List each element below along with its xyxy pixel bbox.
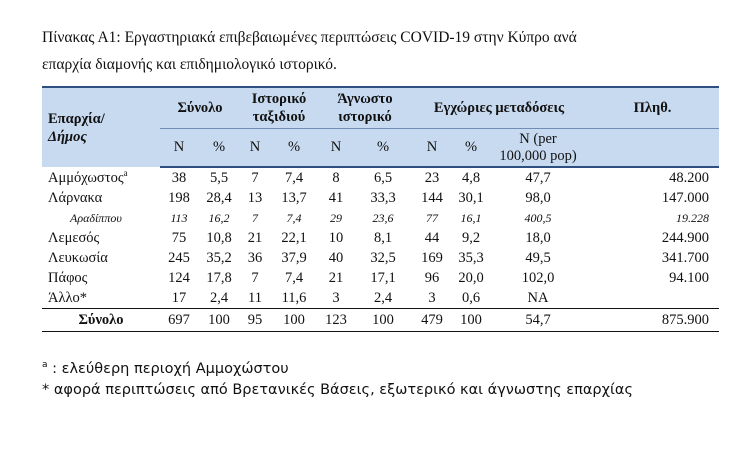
header-total-n: Ν xyxy=(160,129,198,168)
caption-line-2: επαρχία διαμονής και επιδημιολογικό ιστορικό. xyxy=(42,56,337,73)
cell-local-pct: 0,6 xyxy=(461,290,481,306)
header-local-n: Ν xyxy=(412,129,452,168)
cell-travel-n: 7 xyxy=(251,270,259,286)
row-region-cell xyxy=(42,167,160,188)
cell-population xyxy=(586,288,719,309)
cell-population: 147.000 xyxy=(661,190,709,206)
table-row xyxy=(42,167,719,188)
cell-total-n: 697 xyxy=(160,309,198,332)
footnotes xyxy=(42,355,702,401)
cell-local-per-100k: 18,0 xyxy=(525,230,551,246)
caption-line-1: Πίνακας Α1: Εργαστηριακά επιβεβαιωμένες περιπτώσεις COVID-19 στην Κύπρο ανά xyxy=(42,29,577,46)
row-region-name: Λάρνακα xyxy=(48,190,103,206)
cell-population: 94.100 xyxy=(669,270,709,286)
cell-travel-pct: 13,7 xyxy=(281,190,307,206)
cell-unknown-pct: 100 xyxy=(354,309,412,332)
row-region-cell xyxy=(42,228,160,248)
cell-total-pct: 35,2 xyxy=(206,250,232,266)
table-row xyxy=(42,228,719,248)
cell-local-pct: 35,3 xyxy=(458,250,484,266)
cell-unknown-pct: 23,6 xyxy=(372,211,394,225)
footnote-2: * αφορά περιπτώσεις από Βρετανικές Βάσεις, εξωτερικό και άγνωστης επαρχίας xyxy=(42,381,633,398)
cell-travel-pct: 7,4 xyxy=(284,170,304,186)
row-region-name: Λευκωσία xyxy=(48,250,108,266)
header-travel-line-2: ταξιδιού xyxy=(252,109,306,125)
row-region-cell xyxy=(42,268,160,288)
header-per-line-2: 100,000 pop) xyxy=(499,147,577,164)
cell-unknown-n: 123 xyxy=(318,309,354,332)
cell-local-n: 144 xyxy=(421,190,443,206)
cell-travel-n: 21 xyxy=(247,230,263,246)
cell-unknown-pct: 8,1 xyxy=(373,230,393,246)
header-region-line-1: Επαρχία/ xyxy=(48,110,105,127)
cell-local-n: 169 xyxy=(421,250,443,266)
row-region-name: Αραδίππου xyxy=(70,211,122,225)
header-unknown-line-1: Άγνωστο xyxy=(337,91,393,107)
cell-local-n: 77 xyxy=(426,211,438,225)
cell-local-n: 96 xyxy=(424,270,440,286)
cell-local-n: 23 xyxy=(424,170,440,186)
cell-travel-pct: 37,9 xyxy=(281,250,307,266)
cell-local-per-100k: 47,7 xyxy=(525,170,551,186)
cell-local-per-100k: 98,0 xyxy=(525,190,551,206)
row-footnote-mark: a xyxy=(123,167,128,178)
cell-total-n: 124 xyxy=(168,270,190,286)
row-region-cell xyxy=(42,288,160,309)
header-travel-n: Ν xyxy=(240,129,270,168)
footnote-1 xyxy=(42,355,702,380)
table-body xyxy=(42,167,719,332)
cell-local-n: 479 xyxy=(412,309,452,332)
header-region xyxy=(42,87,160,167)
cell-travel-n: 7 xyxy=(251,170,259,186)
cell-local-n: 3 xyxy=(428,290,436,306)
header-unknown-line-2: ιστορικό xyxy=(338,109,392,125)
cell-unknown-pct: 6,5 xyxy=(373,170,393,186)
table-row xyxy=(42,188,719,208)
cell-total-pct: 5,5 xyxy=(209,170,229,186)
header-travel-history xyxy=(240,87,318,129)
cell-local-per-100k: 54,7 xyxy=(490,309,586,332)
header-local-transmission: Εγχώριες μεταδόσεις xyxy=(412,87,586,129)
cell-total-n: 38 xyxy=(171,170,187,186)
cell-unknown-n: 29 xyxy=(330,211,342,225)
cell-local-pct: 4,8 xyxy=(461,170,481,186)
cell-total-pct: 2,4 xyxy=(209,290,229,306)
header-unknown-n: Ν xyxy=(318,129,354,168)
table-row xyxy=(42,268,719,288)
row-region-cell xyxy=(42,309,160,332)
cell-local-pct: 30,1 xyxy=(458,190,484,206)
header-local-pct: % xyxy=(452,129,490,168)
header-population: Πληθ. xyxy=(586,87,719,129)
cell-total-n: 75 xyxy=(171,230,187,246)
cell-travel-n: 13 xyxy=(247,190,263,206)
header-local-per-100k xyxy=(490,129,586,168)
cell-total-pct: 100 xyxy=(198,309,240,332)
cell-local-pct: 9,2 xyxy=(461,230,481,246)
cell-travel-n: 95 xyxy=(240,309,270,332)
header-unknown-pct: % xyxy=(354,129,412,168)
cell-total-pct: 10,8 xyxy=(206,230,232,246)
cell-population: 19.228 xyxy=(676,211,709,225)
cell-unknown-pct: 2,4 xyxy=(373,290,393,306)
cell-local-pct: 20,0 xyxy=(458,270,484,286)
cell-unknown-pct: 33,3 xyxy=(370,190,396,206)
cell-local-per-100k: NA xyxy=(527,290,549,306)
cell-local-pct: 100 xyxy=(452,309,490,332)
table-caption xyxy=(42,24,702,78)
cell-unknown-n: 8 xyxy=(332,170,340,186)
cell-travel-pct: 22,1 xyxy=(281,230,307,246)
cell-population: 48.200 xyxy=(669,170,709,186)
cell-total-n: 113 xyxy=(170,211,188,225)
header-total-pct: % xyxy=(198,129,240,168)
cell-local-n: 44 xyxy=(424,230,440,246)
cell-unknown-n: 41 xyxy=(328,190,344,206)
cell-population: 875.900 xyxy=(586,309,719,332)
cell-travel-pct: 7,4 xyxy=(284,270,304,286)
cell-unknown-pct: 17,1 xyxy=(370,270,396,286)
cell-travel-n: 36 xyxy=(247,250,263,266)
cell-total-n: 245 xyxy=(168,250,190,266)
row-region-name: Αμμόχωστος xyxy=(48,169,124,186)
row-region-name: Άλλο* xyxy=(48,290,88,306)
header-population-blank xyxy=(586,129,719,168)
header-total: Σύνολο xyxy=(160,87,240,129)
cell-total-pct: 17,8 xyxy=(206,270,232,286)
row-region-name: Πάφος xyxy=(48,270,88,286)
footnote-1-mark: a xyxy=(42,360,48,370)
table-row xyxy=(42,288,719,309)
row-region-name: Σύνολο xyxy=(78,312,124,328)
cell-local-per-100k: 49,5 xyxy=(525,250,551,266)
cell-total-n: 17 xyxy=(171,290,187,306)
cell-travel-pct: 100 xyxy=(270,309,318,332)
cell-unknown-n: 3 xyxy=(332,290,340,306)
cell-population: 244.900 xyxy=(661,230,709,246)
cell-travel-n: 11 xyxy=(248,290,262,306)
cell-population: 341.700 xyxy=(661,250,709,266)
footnote-1-text: : ελεύθερη περιοχή Αμμοχώστου xyxy=(47,360,289,377)
cell-unknown-n: 10 xyxy=(328,230,344,246)
cell-travel-pct: 11,6 xyxy=(281,290,307,306)
cell-unknown-n: 40 xyxy=(328,250,344,266)
cell-total-pct: 16,2 xyxy=(208,211,230,225)
table-row xyxy=(42,309,719,332)
cell-unknown-n: 21 xyxy=(328,270,344,286)
row-region-cell xyxy=(42,248,160,268)
header-travel-pct: % xyxy=(270,129,318,168)
table-row xyxy=(42,248,719,268)
header-region-line-2: Δήμος xyxy=(48,128,87,145)
row-region-name: Λεμεσός xyxy=(48,230,100,246)
cell-total-n: 198 xyxy=(168,190,190,206)
table-row xyxy=(42,208,719,228)
covid-cases-table xyxy=(42,86,719,332)
header-unknown-history xyxy=(318,87,412,129)
cell-local-per-100k: 400,5 xyxy=(524,211,552,225)
cell-unknown-pct: 32,5 xyxy=(370,250,396,266)
header-travel-line-1: Ιστορικό xyxy=(251,91,307,107)
cell-travel-pct: 7,4 xyxy=(286,211,302,225)
cell-local-per-100k: 102,0 xyxy=(521,270,555,286)
row-region-cell xyxy=(42,208,160,228)
cell-local-pct: 16,1 xyxy=(460,211,482,225)
cell-travel-n: 7 xyxy=(252,211,258,225)
cell-total-pct: 28,4 xyxy=(206,190,232,206)
header-per-line-1: Ν (per xyxy=(519,130,557,147)
row-region-cell xyxy=(42,188,160,208)
